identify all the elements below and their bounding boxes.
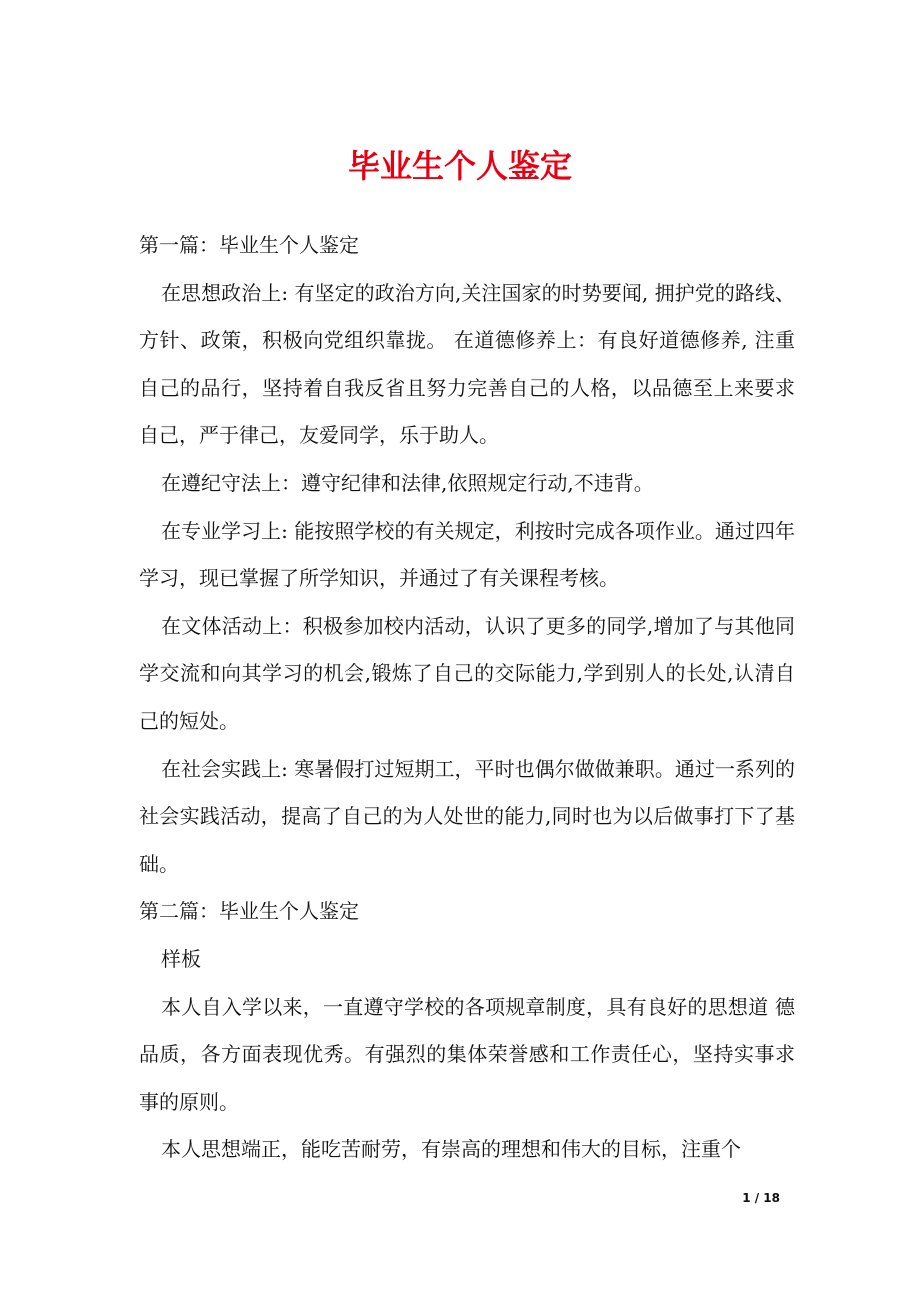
paragraph-politics: 在思想政治上: 有坚定的政治方向,关注国家的时势要闻, 拥护党的路线、方针、政策，积极向党组织靠拢。 在道德修养上：有良好道德修养, 注重自己的品行，坚持着自我反省且努力完善自己的人格，以品德至上来要求自己，严于律己，友爱同学，乐于助人。 bbox=[139, 280, 795, 448]
document-title: 毕业生个人鉴定 bbox=[347, 147, 572, 185]
paragraph-discipline: 在遵纪守法上：遵守纪律和法律,依照规定行动,不违背。 bbox=[161, 470, 654, 495]
paragraph-practice: 在社会实践上: 寒暑假打过短期工，平时也偶尔做做兼职。通过一系列的社会实践活动，提高了自己的为人处世的能力,同时也为以后做事打下了基础。 bbox=[139, 756, 795, 876]
paragraph-character: 本人思想端正，能吃苦耐劳，有崇高的理想和伟大的目标，注重个 bbox=[161, 1137, 741, 1162]
document-body bbox=[139, 222, 795, 1174]
page-number: 1 / 18 bbox=[742, 1191, 780, 1205]
paragraph-intro: 本人自入学以来，一直遵守学校的各项规章制度，具有良好的思想道 德品质，各方面表现优秀。有强烈的集体荣誉感和工作责任心，坚持实事求事的原则。 bbox=[139, 994, 795, 1114]
section-heading-2: 第二篇：毕业生个人鉴定 bbox=[139, 899, 359, 924]
paragraph-activities: 在文体活动上：积极参加校内活动，认识了更多的同学,增加了与其他同学交流和向其学习的机会,锻炼了自己的交际能力,学到别人的长处,认清自己的短处。 bbox=[139, 613, 795, 733]
paragraph-study: 在专业学习上: 能按照学校的有关规定，利按时完成各项作业。通过四年学习，现已掌握了所学知识，并通过了有关课程考核。 bbox=[139, 518, 795, 591]
section-heading-1: 第一篇：毕业生个人鉴定 bbox=[139, 233, 359, 257]
paragraph-sample-label: 样板 bbox=[161, 946, 201, 971]
